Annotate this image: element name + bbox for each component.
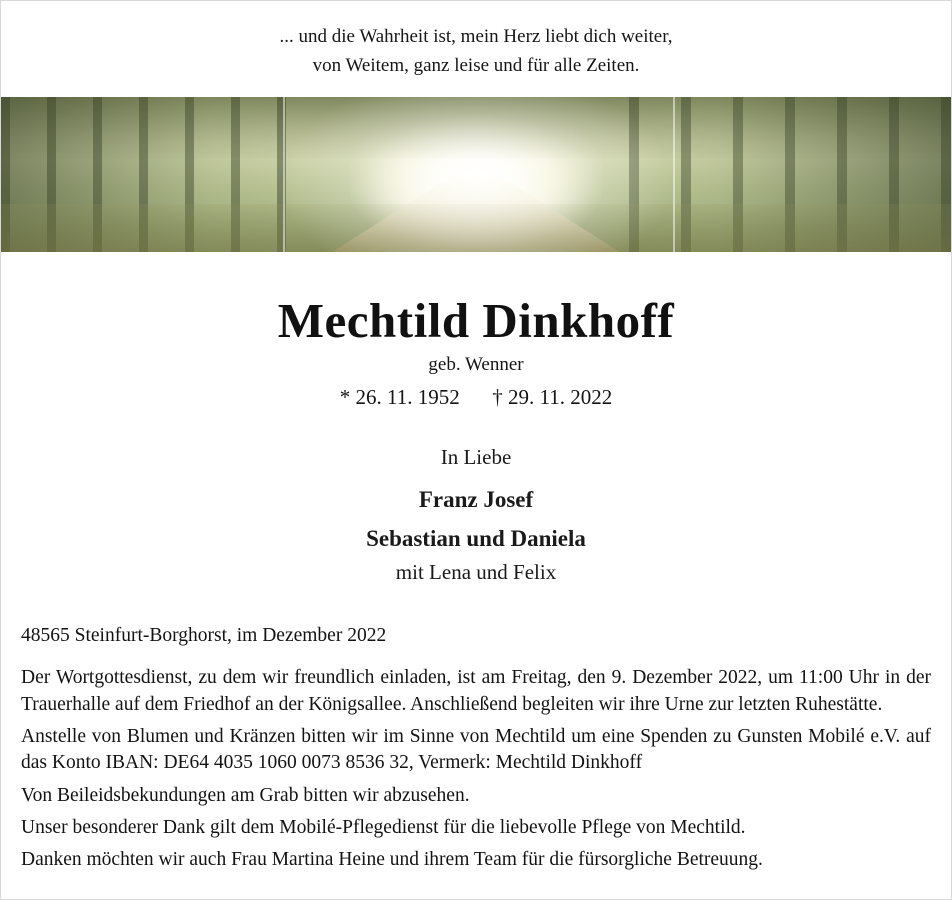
paragraph-condolences: Von Beileidsbekundungen am Grab bitten wir abzusehen.	[21, 784, 470, 806]
paragraph-thanks-care: Unser besonderer Dank gilt dem Mobilé-Pflegedienst für die liebevolle Pflege von Mechtild.	[21, 816, 746, 838]
forest-path-image	[1, 97, 951, 252]
birth-date: * 26. 11. 1952	[339, 385, 460, 409]
paragraph-donations: Anstelle von Blumen und Kränzen bitten wir im Sinne von Mechtild um eine Spenden zu Gunsten Mobilé e.V. auf das Konto IBAN: DE64 4035 1060 0073 8536 32, Vermerk: Mechtild Dinkhoff	[21, 725, 931, 774]
place-and-date: 48565 Steinfurt-Borghorst, im Dezember 2022	[21, 625, 387, 646]
death-date: † 29. 11. 2022	[492, 385, 613, 409]
verse-block	[1, 1, 951, 80]
life-dates	[1, 385, 951, 410]
family-line-2: Sebastian und Daniela	[366, 526, 586, 551]
deceased-name-block	[1, 292, 951, 410]
family-block	[1, 445, 951, 585]
image-light-haze	[1, 97, 951, 252]
family-intro: In Liebe	[440, 445, 512, 469]
deceased-name: Mechtild Dinkhoff	[277, 293, 675, 348]
paragraph-service: Der Wortgottesdienst, zu dem wir freundlich einladen, ist am Freitag, den 9. Dezember 2022, um 11:00 Uhr in der Trauerhalle auf dem Friedhof an der Königsallee. Anschließend begleiten wir ihre Urne zur letzten Ruhestätte.	[21, 667, 931, 715]
image-seam-left	[283, 97, 285, 252]
verse-line-2: von Weitem, ganz leise und für alle Zeiten.	[312, 54, 640, 76]
family-line-1: Franz Josef	[418, 487, 534, 512]
verse-line-1: ... und die Wahrheit ist, mein Herz liebt dich weiter,	[279, 26, 673, 47]
family-line-3: mit Lena und Felix	[395, 560, 557, 584]
paragraph-thanks-team: Danken möchten wir auch Frau Martina Heine und ihrem Team für die fürsorgliche Betreuung.	[21, 849, 763, 871]
body-text-block	[1, 623, 951, 874]
image-seam-right	[673, 97, 675, 252]
maiden-name: geb. Wenner	[428, 354, 524, 375]
